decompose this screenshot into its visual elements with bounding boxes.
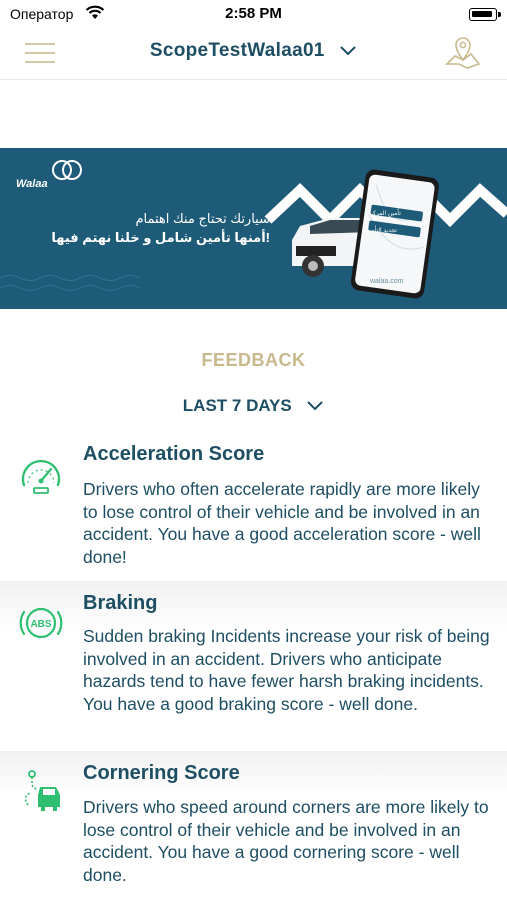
nav-bar (0, 28, 507, 80)
battery-icon (469, 8, 497, 21)
vehicle-selector[interactable] (0, 40, 507, 62)
abs-brake-icon (18, 600, 64, 646)
phone-screen-button-2: تجديد التأمين (365, 228, 397, 234)
banner-artwork (0, 148, 507, 309)
card-title: Cornering Score (83, 762, 240, 784)
cornering-car-icon (18, 767, 64, 813)
svg-text:ABS: ABS (30, 619, 52, 630)
chevron-down-icon (306, 400, 324, 412)
period-label: LAST 7 DAYS (182, 396, 292, 415)
braking-score-card (0, 581, 507, 751)
clock-time: 2:58 PM (225, 5, 282, 22)
card-description: Drivers who often accelerate rapidly are more likely to lose control of their vehicle and be involved in an accident. You have a good acceleration score - well done! (83, 479, 481, 567)
banner-subheadline: أمنها تأمين شامل و خلنا نهتم فيها! (51, 230, 270, 245)
promo-banner[interactable] (0, 148, 507, 309)
map-pin-icon[interactable] (443, 34, 483, 72)
feedback-title: FEEDBACK (201, 350, 306, 370)
phone-screen-button-1: تأمين المركبة (368, 211, 401, 217)
cornering-score-card (0, 751, 507, 900)
card-title: Braking (83, 592, 158, 614)
card-description: Drivers who speed around corners are more likely to lose control of their vehicle and be involved in an accident. You have a good cornering score - well done. (83, 797, 489, 885)
phone-screen-url: walaa.com (370, 278, 404, 285)
acceleration-score-card (0, 435, 507, 580)
walaa-logo-text: Walaa (16, 178, 48, 190)
banner-headline: سيارتك تحتاج منك اهتمام (135, 211, 270, 226)
chevron-down-icon (339, 45, 357, 57)
status-bar (0, 0, 507, 28)
card-description: Sudden braking Incidents increase your risk of being involved in an accident. Drivers who anticipate hazards tend to have fewer harsh braking incidents. You have a good braking score - well done. (83, 626, 490, 714)
card-title: Acceleration Score (83, 443, 265, 465)
carrier-label: Оператор (10, 6, 74, 22)
period-selector[interactable] (0, 396, 507, 416)
nav-title: ScopeTestWalaa01 (149, 40, 325, 61)
speedometer-icon (18, 453, 64, 499)
